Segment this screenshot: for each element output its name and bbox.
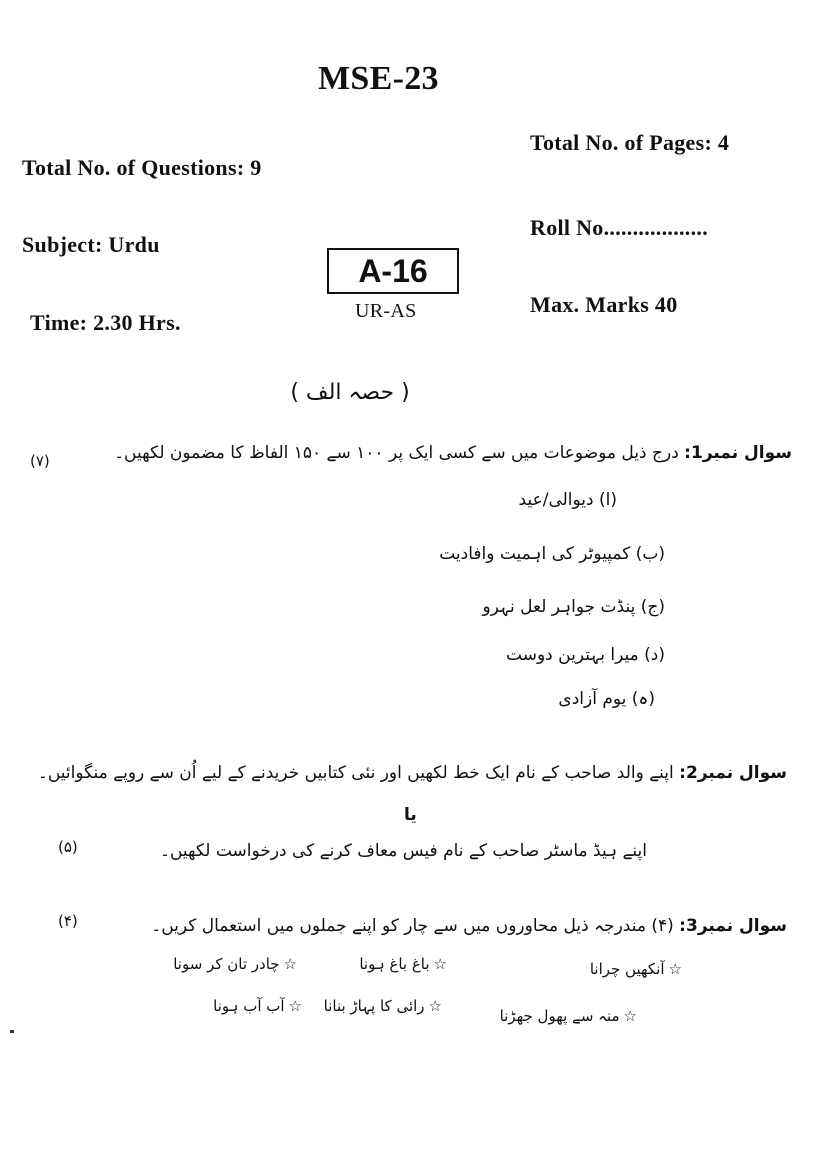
q1-option-2: (ب) کمپیوٹر کی اہمیت وافادیت xyxy=(439,544,665,564)
q2-or: یا xyxy=(404,805,417,825)
idiom-text: باغ باغ ہونا xyxy=(359,955,430,973)
paper-code-box: A-16 xyxy=(327,248,459,294)
star-icon: ☆ xyxy=(668,960,682,978)
idiom-text: چادر تان کر سونا xyxy=(173,955,280,973)
q1-text xyxy=(114,442,792,463)
idiom-text: آب آب ہونا xyxy=(213,997,285,1015)
exam-code: MSE-23 xyxy=(318,60,439,97)
q1-option-3: (ج) پنڈت جواہر لعل نہرو xyxy=(482,597,665,617)
roll-no: Roll No.................. xyxy=(530,215,708,240)
q1-option-1: (ا) دیوالی/عید xyxy=(518,490,617,510)
star-icon: ☆ xyxy=(433,955,447,973)
q1-option-4: (د) میرا بہترین دوست xyxy=(506,645,665,665)
q2-alt-text: اپنے ہیڈ ماسٹر صاحب کے نام فیس معاف کرنے کی درخواست لکھیں۔ xyxy=(160,841,647,861)
total-pages: Total No. of Pages: 4 xyxy=(530,130,730,155)
time: Time: 2.30 Hrs. xyxy=(30,310,181,335)
q3-idiom-5 xyxy=(324,997,442,1015)
q2-text xyxy=(37,762,787,783)
subject: Subject: Urdu xyxy=(22,232,160,257)
scan-mark xyxy=(10,1030,14,1033)
star-icon: ☆ xyxy=(288,997,302,1015)
idiom-text: منہ سے پھول جھڑنا xyxy=(499,1007,620,1025)
q1-marks: (۷) xyxy=(30,452,50,470)
paper-subcode: UR-AS xyxy=(355,300,417,322)
q3-question: (۴) مندرجہ ذیل محاوروں میں سے چار کو اپنے جملوں میں استعمال کریں۔ xyxy=(151,916,674,936)
q3-marks: (۴) xyxy=(58,912,78,930)
star-icon: ☆ xyxy=(623,1007,637,1025)
q3-idiom-3 xyxy=(173,955,297,973)
q3-idiom-2 xyxy=(359,955,447,973)
q2-question: اپنے والد صاحب کے نام ایک خط لکھیں اور نئی کتابیں خریدنے کے لیے اُن سے روپے منگوائیں۔ xyxy=(37,763,674,783)
q1-question: درج ذیل موضوعات میں سے کسی ایک پر ۱۰۰ سے ۱۵۰ الفاظ کا مضمون لکھیں۔ xyxy=(114,443,679,463)
q2-marks: (۵) xyxy=(58,838,78,856)
q2-label: سوال نمبر2: xyxy=(679,763,787,783)
star-icon: ☆ xyxy=(428,997,442,1015)
idiom-text: رائی کا پہاڑ بنانا xyxy=(323,997,425,1015)
q1-option-5: (ہ) یوم آزادی xyxy=(558,689,655,709)
q3-text xyxy=(151,915,787,936)
q3-label: سوال نمبر3: xyxy=(679,916,787,936)
q3-idiom-1 xyxy=(590,960,682,978)
max-marks: Max. Marks 40 xyxy=(530,292,678,317)
idiom-text: آنکھیں چرانا xyxy=(589,960,665,978)
section-title: ( حصہ الف ) xyxy=(290,380,410,405)
q3-idiom-6 xyxy=(213,997,302,1015)
q3-idiom-4 xyxy=(500,1007,637,1025)
star-icon: ☆ xyxy=(283,955,297,973)
total-questions: Total No. of Questions: 9 xyxy=(22,155,262,180)
q1-label: سوال نمبر1: xyxy=(684,443,792,463)
